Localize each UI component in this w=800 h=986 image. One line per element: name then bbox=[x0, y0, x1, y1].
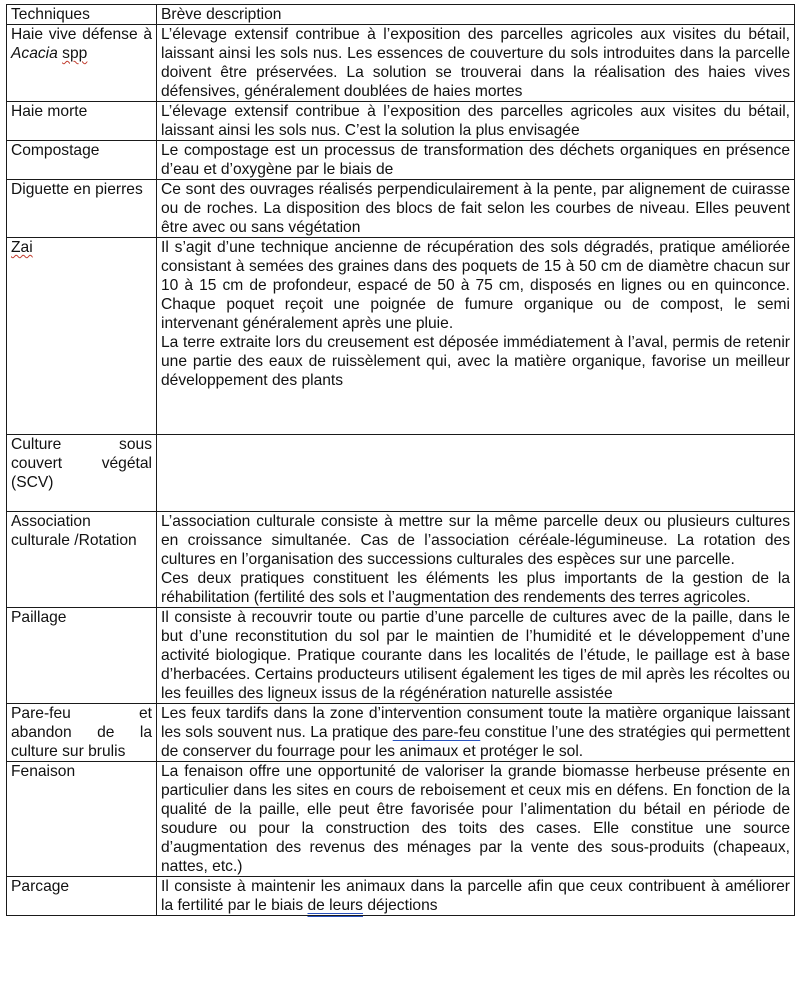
techniques-table bbox=[6, 4, 795, 916]
description-cell: La fenaison offre une opportunité de valoriser la grande biomasse herbeuse présente en particulier dans les sites en cours de reboisement et ceux mis en défens. En fonction de la qualité de la paille, elle peut être favorisée pour l’alimentation du bétail en période de soudure ou pour la construction des toits des cases. Elle constitue une source d’augmentation des revenus des ménages par la vente des sous-produits (chapeaux, nattes, etc.) bbox=[157, 762, 795, 877]
technique-cell: Association culturale /Rotation bbox=[7, 512, 157, 608]
description-cell: L’élevage extensif contribue à l’exposition des parcelles agricoles aux visites du bétail, laissant ainsi les sols nus. C’est la solution la plus envisagée bbox=[157, 102, 795, 141]
table-row bbox=[7, 141, 795, 180]
table-header-row bbox=[7, 5, 795, 25]
description-paragraph: Ces deux pratiques constituent les éléments les plus importants de la gestion de la réhabilitation (fertilité des sols et l’augmentation des rendements des terres agricoles. bbox=[161, 570, 790, 606]
table-row bbox=[7, 238, 795, 435]
header-description: Brève description bbox=[157, 5, 795, 25]
technique-label-italic: Acacia bbox=[11, 45, 58, 62]
description-underlined-phrase: de leurs bbox=[307, 897, 363, 914]
technique-cell: Paillage bbox=[7, 608, 157, 704]
technique-cell bbox=[7, 238, 157, 435]
description-cell bbox=[157, 704, 795, 762]
description-text: constitue l’une des stratégies qui permettent de conserver du fourrage pour les animaux et protéger le sol. bbox=[161, 724, 790, 760]
description-paragraph: Il s’agit d’une technique ancienne de récupération des sols dégradés, pratique améliorée consistant à semées des graines dans des poquets de 15 à 50 cm de diamètre chacun sur 10 à 15 cm de profondeur, espacé de 50 à 75 cm, disposés en lignes ou en quinconce. Chaque poquet reçoit une poignée de fumure organique ou de compost, le semi intervenant généralement après une pluie. bbox=[161, 239, 790, 332]
technique-cell: Haie morte bbox=[7, 102, 157, 141]
technique-cell bbox=[7, 25, 157, 102]
technique-label: Haie vive défense à bbox=[11, 26, 152, 43]
description-cell: Il consiste à recouvrir toute ou partie d’une parcelle de cultures avec de la paille, dans le but d’une reconstitution du sol par le maintien de l’humidité et le développement d’une activité biologique. Pratique courante dans les localités de l’étude, le paillage est à base d’herbacées. Certains producteurs utilisent également les tiges de mil après les récoltes ou les feuilles des ligneux issus de la régénération naturelle assistée bbox=[157, 608, 795, 704]
technique-cell: Culture sous couvert végétal (SCV) bbox=[7, 435, 157, 512]
description-cell: Ce sont des ouvrages réalisés perpendiculairement à la pente, par alignement de cuirasse ou de roches. La disposition des blocs de fait selon les courbes de niveau. Elles peuvent être avec ou sans végétation bbox=[157, 180, 795, 238]
technique-cell: Diguette en pierres bbox=[7, 180, 157, 238]
technique-cell: Compostage bbox=[7, 141, 157, 180]
table-row bbox=[7, 608, 795, 704]
description-cell bbox=[157, 877, 795, 916]
technique-label: Zai bbox=[11, 239, 33, 256]
technique-cell: Parcage bbox=[7, 877, 157, 916]
description-paragraph: L’association culturale consiste à mettre sur la même parcelle deux ou plusieurs cultures en croissance simultanée. Cas de l’association céréale-légumineuse. La rotation des cultures en l’organisation des successions culturales des espèces sur une parcelle. bbox=[161, 513, 790, 568]
table-row bbox=[7, 25, 795, 102]
description-underlined-phrase: des pare-feu bbox=[392, 724, 481, 741]
description-cell bbox=[157, 435, 795, 512]
description-cell bbox=[157, 512, 795, 608]
description-cell: L’élevage extensif contribue à l’exposition des parcelles agricoles aux visites du bétail, laissant ainsi les sols nus. Les essences de couverture du sols introduites dans la parcelle doivent être préservées. La solution se trouverai dans la réalisation des haies vives défensives, généralement doublées de haies mortes bbox=[157, 25, 795, 102]
table-row bbox=[7, 877, 795, 916]
table-row bbox=[7, 512, 795, 608]
description-cell bbox=[157, 238, 795, 435]
description-text: Les feux tardifs dans la zone d’intervention consument toute la matière organique laissant les sols souvent nus. La pratique bbox=[161, 705, 790, 741]
table-row bbox=[7, 180, 795, 238]
description-cell: Le compostage est un processus de transformation des déchets organiques en présence d’eau et d’oxygène par le biais de bbox=[157, 141, 795, 180]
technique-cell: Pare-feu et abandon de la culture sur brulis bbox=[7, 704, 157, 762]
table-row bbox=[7, 102, 795, 141]
technique-cell: Fenaison bbox=[7, 762, 157, 877]
table-row bbox=[7, 762, 795, 877]
description-text: Il consiste à maintenir les animaux dans la parcelle afin que ceux contribuent à améliorer la fertilité par le biais bbox=[161, 878, 790, 914]
header-techniques: Techniques bbox=[7, 5, 157, 25]
description-text: déjections bbox=[367, 897, 438, 914]
description-paragraph: La terre extraite lors du creusement est déposée immédiatement à l’aval, permis de retenir une partie des eaux de ruissèlement qui, avec la matière organique, favorise un meilleur développement des plants bbox=[161, 334, 790, 389]
table-row bbox=[7, 704, 795, 762]
technique-label-tail: spp bbox=[62, 45, 88, 62]
table-row bbox=[7, 435, 795, 512]
